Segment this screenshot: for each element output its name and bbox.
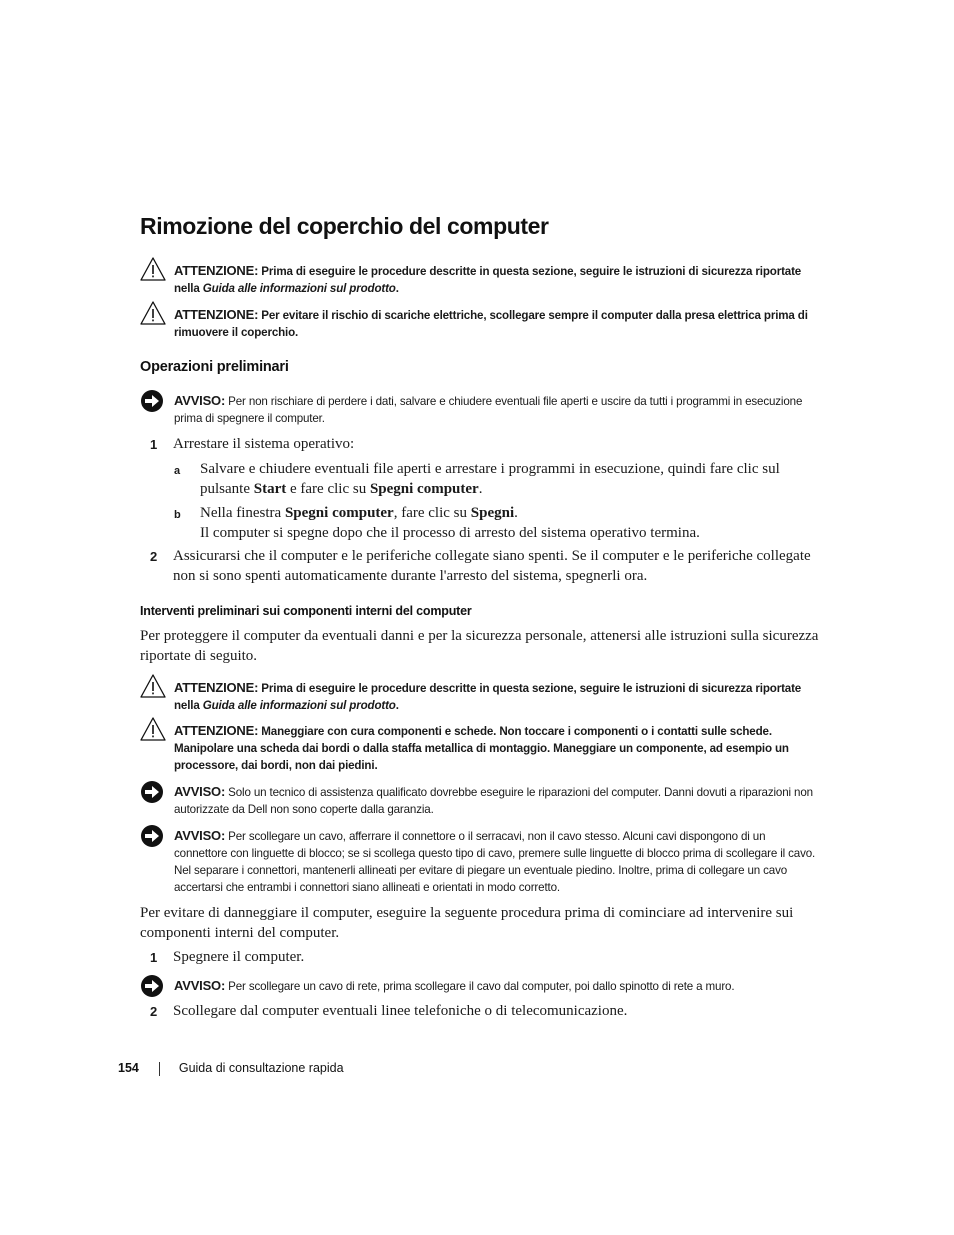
page-number: 154	[118, 1061, 139, 1075]
footer-title: Guida di consultazione rapida	[178, 1061, 344, 1075]
notice-text: Per scollegare un cavo, afferrare il connettore o il serracavi, non il cavo stesso. Alcuni cavi dispongono di un connettore con linguette di blocco; se si scollega questo tipo di cavo, premere sulle linguette di blocco prima di scollegare il cavo. Nel separare i connettori, mantenerli allineati per evitare di piegare un eventuale piedino. Inoltre, prima di collegare un cavo accertarsi che entrambi i connettori siano allineati e orientati in modo corretto.	[174, 830, 816, 894]
notice-arrow-icon	[140, 389, 166, 415]
list-item	[140, 948, 820, 968]
list-item	[140, 1002, 820, 1022]
warning-label: ATTENZIONE:	[174, 680, 259, 695]
warning-text: Prima di eseguire le procedure descritte in questa sezione, seguire le istruzioni di sicurezza riportate nella	[174, 682, 802, 712]
shutdown-window-reference: Spegni computer	[284, 505, 394, 521]
notice-label: AVVISO:	[174, 828, 226, 843]
step-text: Scollegare dal computer eventuali linee telefoniche o di telecomunicazione.	[173, 1003, 628, 1019]
notice-text: Per non rischiare di perdere i dati, salvare e chiudere eventuali file aperti e uscire da tutti i programmi in esecuzione prima di spegnere il computer.	[174, 395, 803, 425]
warning-label: ATTENZIONE:	[174, 263, 259, 278]
product-guide-reference: Guida alle informazioni sul prodotto	[202, 699, 396, 712]
step-text: Assicurarsi che il computer e le periferiche collegate siano spenti. Se il computer e le periferiche collegate non si sono spenti automaticamente durante l'arresto del sistema, spegnerli ora.	[173, 548, 811, 584]
step-number: 1	[150, 950, 158, 965]
step-text: Nella finestra Spegni computer, fare clic su Spegni. Il computer si spegne dopo che il processo di arresto del sistema operativo termina.	[200, 505, 700, 541]
list-item	[140, 547, 820, 586]
notice-arrow-icon	[140, 824, 166, 850]
section-heading: Operazioni preliminari	[140, 359, 289, 375]
warning-note	[140, 306, 820, 341]
warning-label: ATTENZIONE:	[174, 307, 259, 322]
step-text: Salvare e chiudere eventuali file aperti e arrestare i programmi in esecuzione, quindi fare clic sul pulsante Start e fare clic su Spegni computer.	[200, 461, 780, 497]
notice-text: Solo un tecnico di assistenza qualificato dovrebbe eseguire le riparazioni del computer. Danni dovuti a riparazioni non autorizzate da Dell non sono coperte dalla garanzia.	[174, 786, 813, 816]
warning-note: ATTENZIONE: Prima di eseguire le procedure descritte in questa sezione, seguire le istruzioni di sicurezza riportate nella Guida alle informazioni sul prodotto.	[140, 262, 820, 297]
notice-text: Per scollegare un cavo di rete, prima scollegare il cavo dal computer, poi dallo spinotto di rete a muro.	[228, 980, 735, 993]
notice-note	[140, 783, 820, 818]
notice-arrow-icon	[140, 974, 166, 1000]
warning-text: Per evitare il rischio di scariche elettriche, scollegare sempre il computer dalla presa elettrica prima di rimuovere il coperchio.	[174, 309, 808, 339]
notice-note	[140, 827, 820, 896]
step-number: 1	[150, 437, 158, 452]
paragraph: Per proteggere il computer da eventuali danni e per la sicurezza personale, attenersi alle istruzioni sulla sicurezza riportate di seguito.	[140, 628, 819, 664]
footer-divider	[159, 1062, 160, 1076]
warning-text: Prima di eseguire le procedure descritte in questa sezione, seguire le istruzioni di sicurezza riportate nella	[174, 265, 802, 295]
shutdown-reference: Spegni computer	[369, 480, 479, 497]
warning-label: ATTENZIONE:	[174, 723, 259, 738]
subsection-heading: Interventi preliminari sui componenti interni del computer	[140, 604, 472, 618]
notice-label: AVVISO:	[174, 393, 226, 408]
step-text: Arrestare il sistema operativo:	[173, 436, 355, 452]
page-title: Rimozione del coperchio del computer	[140, 213, 549, 239]
warning-note: ATTENZIONE: Prima di eseguire le procedure descritte in questa sezione, seguire le istruzioni di sicurezza riportate nella Guida alle informazioni sul prodotto.	[140, 679, 820, 714]
step-number: 2	[150, 549, 158, 564]
notice-label: AVVISO:	[174, 978, 226, 993]
list-item	[140, 460, 820, 499]
product-guide-reference: Guida alle informazioni sul prodotto	[202, 282, 396, 295]
notice-note	[140, 392, 820, 427]
notice-note	[140, 977, 820, 995]
warning-triangle-icon	[140, 300, 166, 326]
step-letter: b	[174, 509, 181, 521]
step-number: 2	[150, 1004, 158, 1019]
warning-triangle-icon	[140, 716, 166, 742]
notice-arrow-icon	[140, 780, 166, 806]
page-footer	[118, 1061, 344, 1076]
warning-triangle-icon	[140, 673, 166, 699]
list-item	[140, 435, 820, 455]
list-item	[140, 504, 820, 543]
start-button-reference: Start	[253, 480, 287, 497]
step-text: Spegnere il computer.	[173, 949, 305, 965]
shutdown-option-reference: Spegni	[470, 505, 515, 521]
paragraph: Per evitare di danneggiare il computer, eseguire la seguente procedura prima di cominciare ad intervenire sui componenti interni del computer.	[140, 905, 794, 941]
warning-text: Maneggiare con cura componenti e schede. Non toccare i componenti o i contatti sulle schede. Manipolare una scheda dai bordi o dalla staffa metallica di montaggio. Maneggiare un componente, ad esempio un processore, dai bordi, non dai piedini.	[174, 725, 789, 772]
step-letter: a	[174, 465, 181, 477]
warning-note	[140, 722, 820, 774]
warning-triangle-icon	[140, 256, 166, 282]
notice-label: AVVISO:	[174, 784, 226, 799]
